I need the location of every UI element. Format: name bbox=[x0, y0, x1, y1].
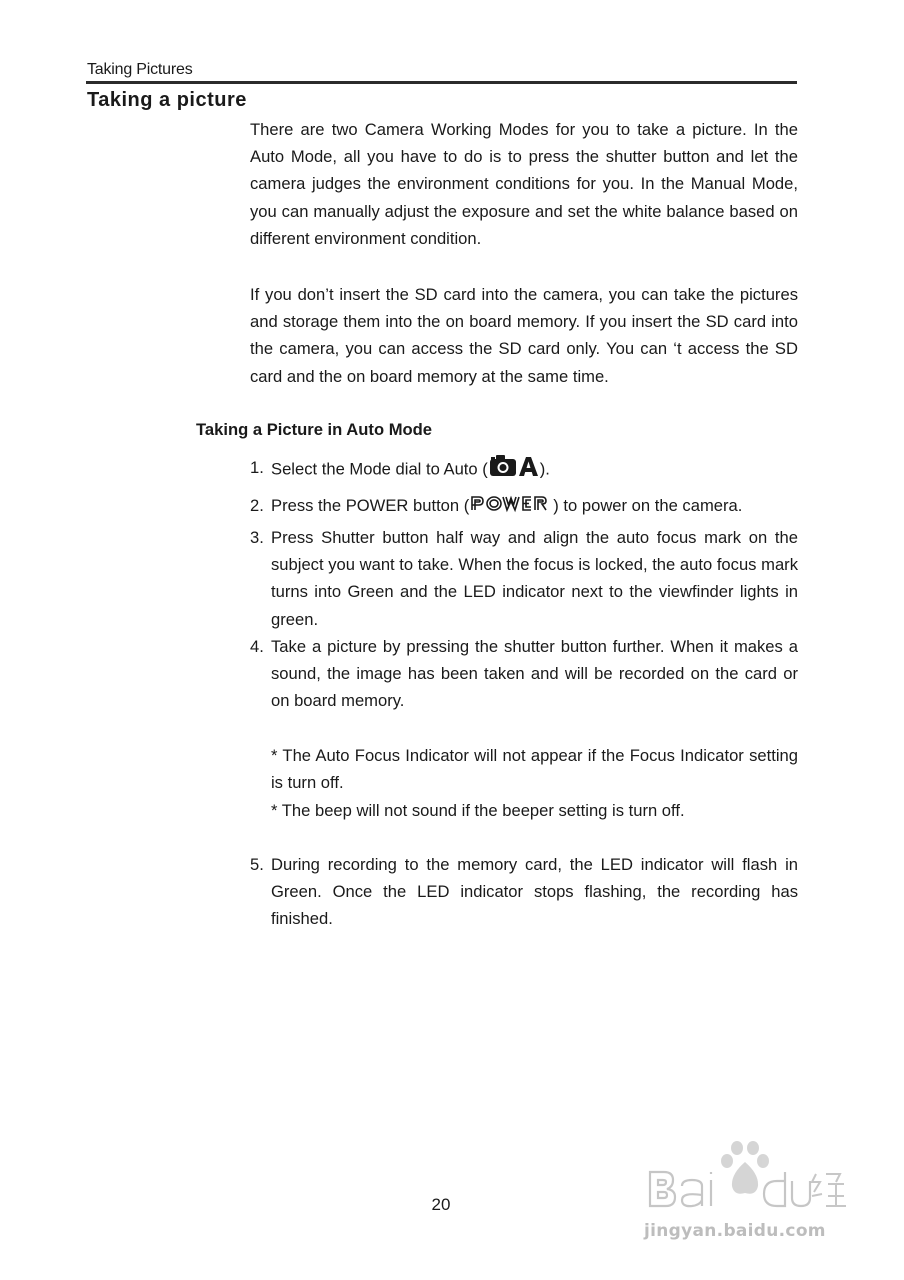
step-text-before: Press the POWER button ( bbox=[271, 496, 470, 515]
header-rule bbox=[86, 81, 797, 84]
step-text bbox=[271, 454, 798, 486]
camera-auto-icon bbox=[488, 454, 540, 486]
step-text bbox=[271, 492, 798, 521]
step-text: Press Shutter button half way and align the auto focus mark on the subject you want to take. When the focus is locked, the auto focus mark turns into Green and the LED indicator next to the viewfinder lights in green. bbox=[271, 528, 798, 629]
note-autofocus: * The Auto Focus Indicator will not appear if the Focus Indicator setting is turn off. bbox=[271, 746, 798, 793]
intro-paragraph-1: There are two Camera Working Modes for you to take a picture. In the Auto Mode, all you have to do is to press the shutter button and let the camera judges the environment conditions for you. In the Manual Mode, you can manually adjust the exposure and set the white balance based on different environment condition. bbox=[250, 120, 798, 248]
watermark-url: jingyan.baidu.com bbox=[644, 1221, 826, 1241]
step-text: During recording to the memory card, the LED indicator will flash in Green. Once the LED indicator stops flashing, the recording has finished. bbox=[271, 855, 798, 929]
step-number: 5. bbox=[250, 855, 264, 874]
step-1 bbox=[250, 454, 798, 486]
step-text-after: ) to power on the camera. bbox=[553, 496, 743, 515]
step-number: 1. bbox=[250, 458, 264, 477]
intro-paragraph-2: If you don’t insert the SD card into the camera, you can take the pictures and storage them into the on board memory. If you insert the SD card into the camera, you can access the SD card only. You can ‘t access the SD card and the on board memory at the same time. bbox=[250, 285, 798, 386]
step-number: 4. bbox=[250, 637, 264, 656]
section-title: Taking a picture bbox=[87, 89, 247, 111]
step-text-before: Select the Mode dial to Auto ( bbox=[271, 459, 488, 479]
running-header: Taking Pictures bbox=[87, 61, 193, 78]
step-2 bbox=[250, 492, 798, 521]
step-4 bbox=[250, 633, 798, 715]
step-number: 3. bbox=[250, 528, 264, 547]
note-beep: * The beep will not sound if the beeper setting is turn off. bbox=[271, 801, 685, 820]
step-number: 2. bbox=[250, 496, 264, 515]
page-number: 20 bbox=[431, 1195, 451, 1214]
step-text-after: ). bbox=[539, 459, 550, 479]
step-5 bbox=[250, 851, 798, 933]
baidu-watermark bbox=[640, 1140, 855, 1250]
step-3 bbox=[250, 524, 798, 633]
power-button-icon bbox=[469, 493, 553, 521]
auto-mode-heading: Taking a Picture in Auto Mode bbox=[196, 420, 433, 439]
step-text: Take a picture by pressing the shutter button further. When it makes a sound, the image has been taken and will be recorded on the card or on board memory. bbox=[271, 637, 798, 711]
